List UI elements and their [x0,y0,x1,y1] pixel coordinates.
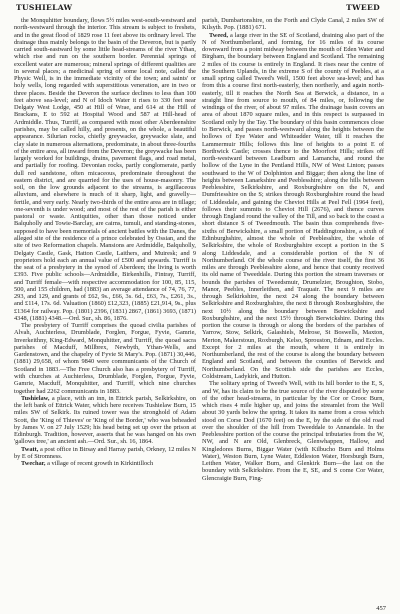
paragraph-text: the Monquhitter boundary, flows 5½ miles west-south-westward and north-westward through the interior. This stream is subject to freshets, and in the great flood of 1829 rose 11 feet above its ordinary level. The drainage thus mainly belongs to the basin of the Deveron, but is partly carried south-eastward by some little head-streams of the river Ythan, which rise and run on the southern border. Perennial springs of excellent water are numerous; mineral springs of different qualities are in several places; a medicinal spring of some local note, called the Physic Well, is in the immediate vicinity of the town; and saints' or holy wells, long regarded with superstitious veneration, are in two or three places. Beside the Deveron the surface declines to less than 100 feet above sea-level; and N of Idoch Water it rises to 330 feet near Delgaty West Lodge, 450 at Hill of Wrae, and 614 at the Hill of Brackans, E to 592 at Hospital Wood and 587 at Hill-head of Ardmiddle. Thus, Turriff, as compared with most other Aberdeenshire parishes, may be called hilly, and presents, on the whole, a beautiful appearance. Silurian rocks, chiefly greywacke, greywacke slate, and clay slate in numerous alternations, predominate, in about three-fourths of the entire area, all inward from the Deveron; the greywacke has been largely worked for buildings, drains, pavement flags, and road metal, and partially for roofing. Devonian rocks, partly conglomerate, partly dull red sandstone, often micaceous, predominate throughout the eastern district, and are quarried for the uses of house-masonry. The soil, on the low grounds adjacent to the streams, is argillaceous alluvium, and elsewhere is much of it sharp, light, and gravelly—fertile, and very early. Nearly two-thirds of the entire area are in tillage; one-seventh is under wood; and most of the rest of the parish is either pastoral or waste. Antiquities, other than those noticed under Balquholly and Towie-Barclay, are cairns, tumuli, and standing-stones, supposed to have been memorials of ancient battles with the Danes, the alleged site of the residence of a prince celebrated by Ossian, and the site of two Reformation chapels. Mansions are Ardmiddle, Balquholly, Delgaty Castle, Gask, Hatton Castle, Laithers, and Muiresk; and 9 proprietors hold each an annual value of £500 and upwards. Turriff is the seat of a presbytery in the synod of Aberdeen; the living is worth £393. Five public schools—Ardmiddle, Birkenhills, Fintray, Turriff, and Turriff female—with respective accommodation for 100, 85, 115, 500, and 155 children, had (1883) an average attendance of 74, 76, 77, 293, and 129, and grants of £62, 9s., £66, 3s. 6d., £63, 7s., £261, 3s., and £114, 17s. 6d. Valuation (1860) £12,323, (1885) £21,914, 9s., plus £1364 for railway. Pop. (1801) 2396, (1831) 2867, (1861) 3693, (1871) 4348, (1881) 4348.—Ord. Sur., sh. 86, 1876. [14,17,196,322]
paragraph-text: parish, Dumbartonshire, on the Forth and Clyde Canal, 2 miles SW of Kilsyth. Pop. (1881) 671. [202,17,384,32]
paragraph-text: a post office in Birsay and Harray parish, Orkney, 12 miles N by E of Stromness. [14,445,196,460]
right-column [202,17,384,603]
running-head-left: TUSHIELAW [16,3,73,12]
running-header [14,3,386,15]
paragraph [14,446,196,461]
paragraph [14,17,196,322]
paragraph-text: The solitary spring of Tweed's Well, with its hill border to the E, S, and W, has its claim to be the true source of the river disputed by some of the other head-streams, in particular by the Cor or Crooc Burn, which rises 4 mile higher up, and joins the streamlet from the Well about 30 yards below the spring. It takes its name from a cross which stood on Corse Dod (1670 feet) on the E, by the side of the old road over the shoulder of the hill from Tweeddale to Annandale. In the Peeblesshire portion of the course the principal tributaries from the W, NW, and N are Old, Glenbreck, Glenwhappen, Hallow, and Kingledores Burns, Biggar Water (with Kilbucho Burn and Holms Water), Weston Burn, Lyne Water, Eddleston Water, Horsburgh Burn, Leithen Water, Walker Burn, and Glenkirk Burn—the last on the boundary with Selkirkshire. From the E, SE, and S come Cor Water, Glencraigie Burn, Fing- [202,380,384,482]
paragraph [14,460,196,467]
paragraph [14,322,196,395]
page-number: 457 [376,605,386,612]
running-head-right: TWEED [346,3,380,12]
entry-headword: Tweed, [209,31,229,39]
entry-headword: Twechar, [21,460,46,468]
paragraph [202,380,384,482]
entry-headword: Twatt, [21,445,39,453]
entry-headword: Tushielaw, [21,394,50,402]
paragraph [14,395,196,446]
paragraph-text: The presbytery of Turriff comprises the quoad civilia parishes of Alvah, Auchterless, Drumblade, Forglen, Forgue, Fyvie, Gamrie, Inverkeithny, King-Edward, Monquhitter, and Turriff, the quoad sacra parishes of Macduff, Millbrex, Newbyth, Ythan-Wells, and Gardenstown, and the chapelry of Fyvie St Mary's. Pop. (1871) 30,446, (1881) 29,658, of whom 9840 were communicants of the Church of Scotland in 1883.—The Free Church also has a presbytery of Turriff, with churches at Auchterless, Drumblade, Forglen, Forgue, Fyvie, Gamrie, Macduff, Monquhitter, and Turriff, which nine churches together had 2262 communicants in 1883. [14,322,196,395]
left-column [14,17,196,603]
paragraph [202,32,384,381]
paragraph [202,17,384,32]
paragraph-text: a large river in the SE of Scotland, draining also part of the N of Northumberland, and forming, for 16 miles of its course downward from a point midway between the mouth of Eden Water and Birgham, the boundary between England and Scotland. The remaining 2 miles of its course is entirely in England. It rises near the centre of the Southern Uplands, in the extreme S of the county of Peebles, at a small spring called Tweed's Well, 1500 feet above sea-level; and has from this a course first north-easterly, then northerly, and again north-easterly, till it reaches the North Sea at Berwick, a distance, in a straight line from source to mouth, of 84 miles, or, following the windings of the river, of about 97 miles. The drainage basin covers an area of about 1870 square miles, and in this respect is surpassed in Scotland only by the Tay. The boundary of this basin commences close to Berwick, and passes north-westward along the heights between the hollows of Eye Water and Whiteadder Water, till it reaches the Lammermuir Hills; follows this line of heights to a point E of Borthwick Castle; crosses thence to the Moorfoot Hills; strikes off north-westward between Leadburn and Lamancha, and round the hollow of the Lyne in the Pentland Hills, NW of West Linton; passes southward to the W of Dolphinton and Biggar; then along the line of heights between Lanarkshire and Peeblesshire; along the hills between Peeblesshire, Selkirkshire, and Roxburghshire on the N, and Dumfriesshire on the S; strikes through Roxburghshire round the head of Liddesdale, and gaining the Cheviot Hills at Peel Fell (1964 feet), follows their summits to Cheviot Hill (2676), and thence curves through England round the valley of the Till, and so back to the coast a short distance S of Tweedmouth. The basin thus comprehends five-sixths of Berwickshire, a small portion of Haddingtonshire, a sixth of Edinburghshire, almost the whole of Peeblesshire, the whole of Selkirkshire, the whole of Roxburghshire except a portion in the S along Liddesdale, and a considerable portion of the N of Northumberland. Of the whole course of the river itself, the first 36 miles are through Peeblesshire alone, and hence that county received its old name of Tweeddale. During this portion the stream traverses or bounds the parishes of Tweedsmuir, Drumelzier, Broughton, Stobo, Manor, Peebles, Innerleithen, and Traquair. The next 9 miles are through Selkirkshire, the next 24 along the boundary between Selkirkshire and Roxburghshire, the next 8 through Roxburghshire, the next 10½ along the boundary between Berwickshire and Roxburghshire, and the next 15½ through Berwickshire. During this portion the course is through or along the borders of the parishes of Yarrow, Stow, Selkirk, Galashiels, Melrose, St Boswells, Maxton, Merton, Makerstoun, Roxburgh, Kelso, Sprouston, Ednam, and Eccles. Except for 2 miles at the mouth, where it is entirely in Northumberland, the rest of the course is along the boundary between England and Scotland, and between the counties of Berwick and Northumberland. On the Scottish side the parishes are Eccles, Coldstream, Ladykirk, and Hutton. [202,31,384,381]
paragraph-text: a village of recent growth in Kirkintilloch [45,460,154,468]
paragraph-text: a place, with an inn, in Ettrick parish, Selkirkshire, on the left bank of Ettrick Water, which here receives Tushielaw Burn, 15 miles SW of Selkirk. Its ruined tower was the stronghold of Adam Scott, the 'King of Thieves' or 'King of the Border,' who was beheaded by James V. on 27 July 1529; his head being set up over the prison at Edinburgh. Tradition, however, asserts that he was hanged on his own 'gallows tree,' an ancient ash.—Ord. Sur., sh. 16, 1864. [14,394,196,446]
